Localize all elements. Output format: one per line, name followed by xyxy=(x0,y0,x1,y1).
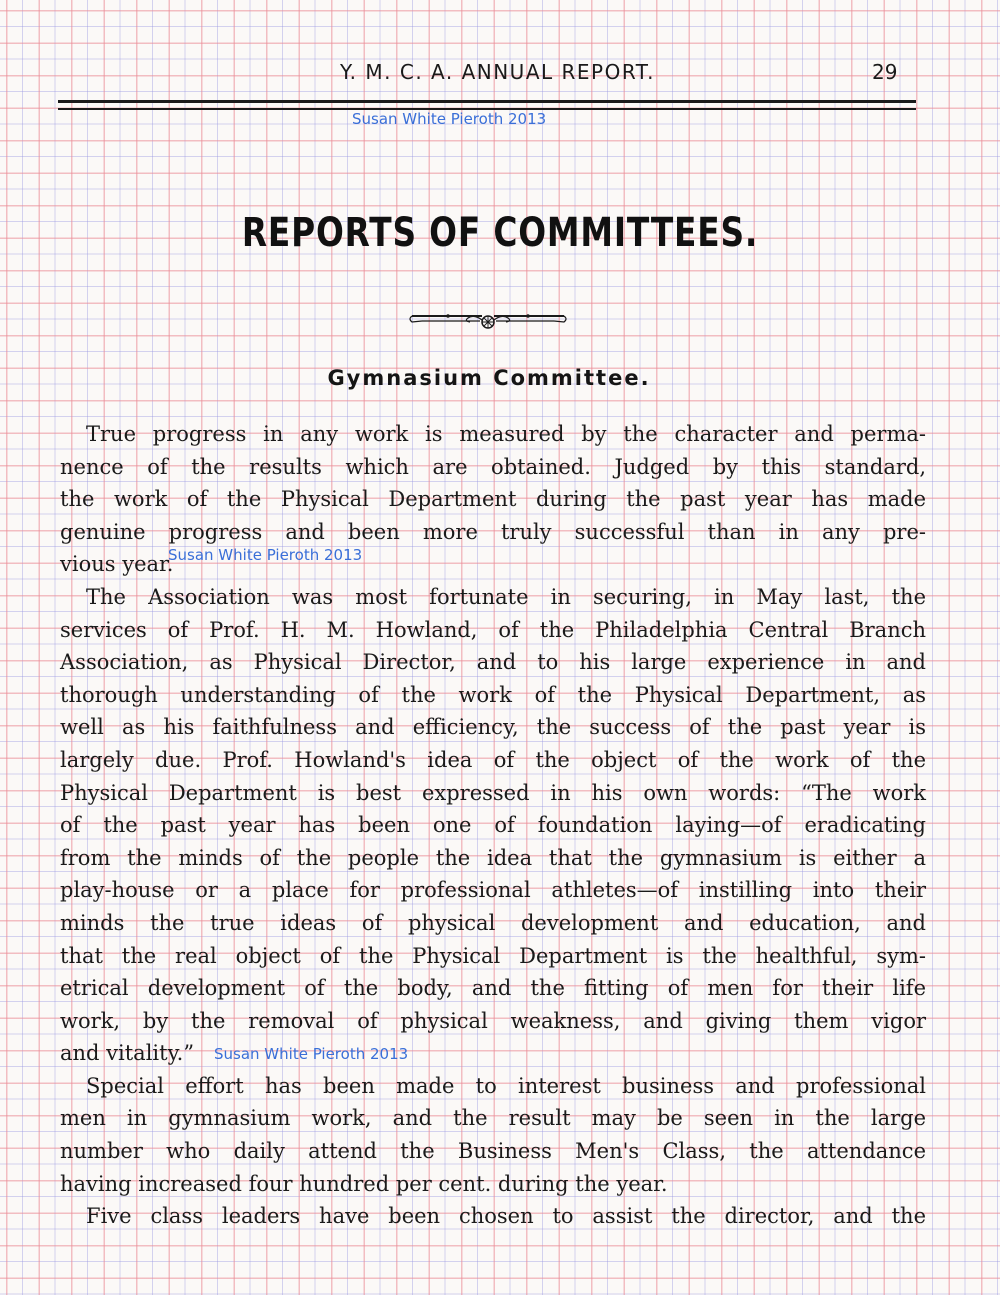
text-line: Association, as Physical Director, and to his large experience in and xyxy=(60,650,926,675)
text-line: services of Prof. H. M. Howland, of the Philadelphia Central Branch xyxy=(60,617,926,642)
text-line: well as his faithfulness and efficiency, the success of the past year is xyxy=(60,715,926,740)
text-line: Five class leaders have been chosen to assist the director, and the xyxy=(86,1204,926,1229)
section-heading: Gymnasium Committee. xyxy=(327,366,651,390)
ornament-divider-icon xyxy=(408,306,568,334)
watermark: Susan White Pieroth 2013 xyxy=(214,1045,409,1063)
text-line: thorough understanding of the work of the Physical Department, as xyxy=(60,682,926,707)
running-head: Y. M. C. A. ANNUAL REPORT. xyxy=(340,60,655,84)
text-line: play-house or a place for professional athletes—of instilling into their xyxy=(60,878,926,903)
body-text xyxy=(60,418,926,1233)
text-line: number who daily attend the Business Men's Class, the attendance xyxy=(60,1139,926,1164)
text-line: work, by the removal of physical weakness, and giving them vigor xyxy=(60,1008,926,1033)
text-line: Special effort has been made to interest business and professional xyxy=(86,1073,926,1098)
text-line: the work of the Physical Department during the past year has made xyxy=(60,487,926,512)
text-line: minds the true ideas of physical development and education, and xyxy=(60,910,926,935)
text-line: The Association was most fortunate in securing, in May last, the xyxy=(86,584,926,609)
text-line: True progress in any work is measured by the character and perma- xyxy=(86,422,926,446)
text-line: men in gymnasium work, and the result may be seen in the large xyxy=(60,1106,926,1131)
text-line: nence of the results which are obtained. Judged by this standard, xyxy=(60,454,926,479)
text-line: vious year. xyxy=(60,552,174,577)
watermark: Susan White Pieroth 2013 xyxy=(168,546,363,564)
text-line: from the minds of the people the idea that the gymnasium is either a xyxy=(60,845,926,870)
text-line: of the past year has been one of foundation laying—of eradicating xyxy=(60,813,926,838)
page-number: 29 xyxy=(872,60,898,84)
watermark: Susan White Pieroth 2013 xyxy=(352,110,547,128)
text-line: having increased four hundred per cent. during the year. xyxy=(60,1171,668,1196)
text-line: genuine progress and been more truly successful than in any pre- xyxy=(60,519,926,544)
page-title: REPORTS OF COMMITTEES. xyxy=(241,210,759,256)
text-line: Physical Department is best expressed in his own words: “The work xyxy=(60,780,926,805)
text-line: etrical development of the body, and the fitting of men for their life xyxy=(60,976,926,1001)
text-line: that the real object of the Physical Department is the healthful, sym- xyxy=(60,943,926,968)
text-line: and vitality.” xyxy=(60,1041,195,1066)
header-rule-thick xyxy=(58,100,916,103)
text-line: largely due. Prof. Howland's idea of the object of the work of the xyxy=(60,747,926,772)
